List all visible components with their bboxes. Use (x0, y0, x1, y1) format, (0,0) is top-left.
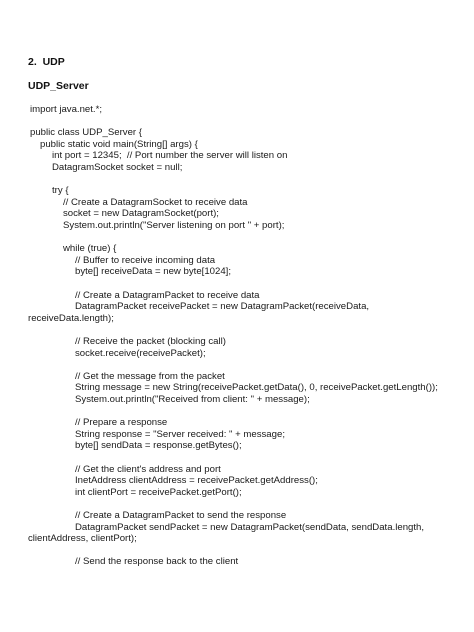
code-line: DatagramPacket sendPacket = new DatagramPacket(sendData, sendData.length, (75, 521, 425, 533)
code-line: try { (52, 185, 69, 197)
code-line: String message = new String(receivePacket.getData(), 0, receivePacket.getLength()); (75, 382, 438, 394)
code-line: // Prepare a response (75, 417, 168, 429)
code-line: String response = "Server received: " + message; (75, 428, 285, 440)
code-line: System.out.println("Server listening on port " + port); (63, 220, 285, 231)
code-line: // Receive the packet (blocking call) (75, 336, 226, 347)
code-line: int clientPort = receivePacket.getPort(); (75, 486, 242, 498)
subsection-title: UDP_Server (28, 80, 89, 92)
code-line: // Get the message from the packet (75, 370, 225, 382)
code-line: System.out.println("Received from client: " + message); (75, 394, 310, 405)
code-line: DatagramSocket socket = null; (52, 162, 183, 173)
code-line: public class UDP_Server { (30, 127, 142, 139)
code-line: InetAddress clientAddress = receivePacket.getAddress(); (75, 475, 318, 487)
code-line: byte[] receiveData = new byte[1024]; (75, 266, 231, 278)
code-line: // Buffer to receive incoming data (75, 254, 216, 266)
code-line: // Create a DatagramPacket to send the response (75, 510, 287, 521)
code-line: while (true) { (63, 243, 117, 255)
code-line: DatagramPacket receivePacket = new DatagramPacket(receiveData, (75, 301, 370, 313)
code-line: import java.net.*; (30, 104, 102, 115)
code-line: // Create a DatagramPacket to receive data (75, 289, 260, 301)
code-line: // Send the response back to the client (75, 556, 239, 568)
code-line: public static void main(String[] args) { (40, 138, 198, 150)
section-title: 2. UDP (28, 56, 65, 68)
code-line: socket = new DatagramSocket(port); (63, 208, 219, 220)
code-line: socket.receive(receivePacket); (75, 347, 206, 359)
code-line: // Create a DatagramSocket to receive data (63, 196, 248, 208)
code-line: receiveData.length); (28, 312, 114, 324)
code-line: byte[] sendData = response.getBytes(); (75, 440, 242, 452)
code-line: clientAddress, clientPort); (28, 533, 137, 545)
code-line: // Get the client's address and port (75, 463, 221, 475)
code-line: int port = 12345; // Port number the server will listen on (52, 150, 288, 162)
